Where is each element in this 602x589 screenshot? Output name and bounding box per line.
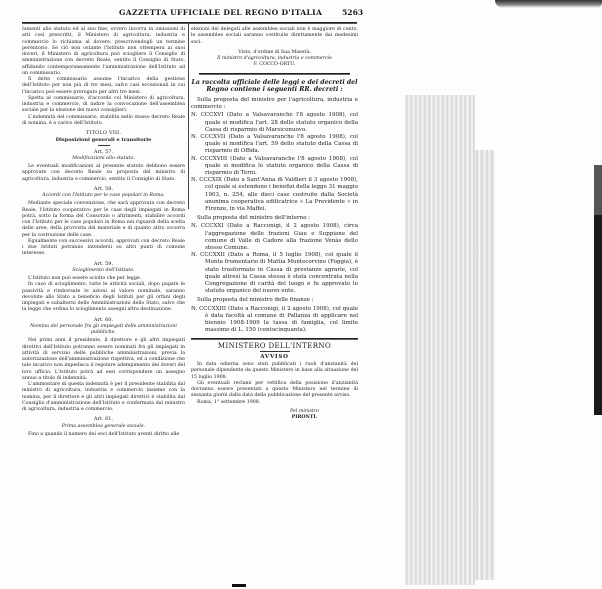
decree-item: N. CCCXVIII (Dato a Valsavaranche l'8 agosto 1908), col quale si modifica lo statuto organico della Cassa di risparmio di Terni. xyxy=(191,155,359,177)
right-column xyxy=(191,27,358,421)
paragraph: Iamenti allo statuto ed al suo fine, ovvero incorra in omissioni di atti così prescritti, il Ministero di agricoltura, industria e commercio lo richiama al dovere, prescrivendogli un termine perentorio. Se ciò non ostante l'Istituto non ottempera ai suoi doveri, il Ministero di agricoltura può sciogliere il Consiglio di amministrazione con decreto Reale, sentito il Consiglio di Stato, affidando contemporaneamente l'amministrazione dell'Istituto ad un commissario. xyxy=(22,27,185,76)
article-number: Art. 60. xyxy=(93,316,114,323)
paragraph: Spetta al commissario, d'accordo col Ministero di agricoltura, industria e commercio, di indire la convocazione dell'assemblea sociale per la elezione dei nuovi consiglieri. xyxy=(22,95,185,114)
paragraph: Nei primi anni il presidente, il direttore e gli altri impiegati direttivi dell'Istituto potranno essere nominati fra gli impiegati in attività di servizio delle pubbliche amministrazioni, previa la autorizzazione dell'amministrazione rispettiva, ed a condizione che tale incarico non impedisca il regolare adempimento dei doveri del loro ufficio. L'Istituto potrà ad essi corrispondere un assegno annuo a titolo di indennità. xyxy=(22,338,185,381)
date-line: Roma, 1° settembre 1908. xyxy=(197,399,261,405)
article-subtitle: Accordi con l'Istituto per le case popolari in Roma. xyxy=(42,193,165,198)
pel-ministro-label: Pel ministro xyxy=(290,408,319,414)
signatory-name: PIRONTI. xyxy=(291,415,318,420)
article-subtitle: Nomina del personale fra gli impiegati delle amministrazioni pubbliche. xyxy=(30,323,177,335)
section-rule xyxy=(191,338,358,340)
column-divider xyxy=(188,24,189,209)
decree-item: N. CCCXIX (Dato a Sant'Anna di Valdieri il 3 agosto 1908), col quale si estendono i benefizi della legge 31 maggio 1903, n. 254, alle dieci case costruite dalla Società anonima cooperativa edificatrice « La Previdente » in Firenze, in via Maffei. xyxy=(191,177,359,213)
paragraph: L'ammontare di questa indennità è per il presidente stabilita dal ministro di agricoltura, industria e commercio insieme con la nomina, per il direttore e gli altri impiegati direttivi è stabilita dal Consiglio d'amministrazione dell'Istituto e confermata dal ministro di agricoltura, industria e commercio. xyxy=(22,382,185,412)
paragraph: Egualmente con successivi accordi, approvati con decreto Reale i due Istituti potranno intendersi su altri punti di comune interesse. xyxy=(22,238,185,257)
minister-role: Il ministro d'agricoltura, industria e commercio xyxy=(217,56,332,61)
paragraph: In caso di scioglimento, tutte le attività sociali, dopo pagate le passività e rimborsate le azioni al valore nominale, saranno devolute allo Stato a beneficio degli Istituti per gli orfani degli impiegati e subalterni delle Amministrazioni dello Stato, salvo che la legge che ordina lo scioglimento assegni altra destinazione. xyxy=(22,282,185,313)
article-number: Art. 61. xyxy=(93,416,114,423)
page-number: 5263 xyxy=(342,8,364,17)
page-header xyxy=(22,5,364,19)
article-subtitle: Prima assemblea generale sociale. xyxy=(61,423,146,429)
paragraph: Il detto commissario assume l'incarico della gestione dell'Istituto per non più di tre mesi, salvo casi eccezionali in cui l'incarico può essere prorogato per altri tre mesi. xyxy=(22,77,185,95)
left-column xyxy=(22,27,185,438)
ministry-heading: MINISTERO DELL'INTERNO xyxy=(217,341,332,350)
decree-item: N. CCCXVI (Dato a Valsavaranche l'8 agosto 1908), col quale si modifica l'art. 28 dello statuto organico della Cassa di risparmio di Marsiconuovo. xyxy=(191,112,358,133)
header-rule xyxy=(22,22,357,24)
short-rule xyxy=(260,351,290,352)
decree-item: N. CCCXXIII (Dato a Racconigi, il 2 agosto 1908), col quale è data facoltà al comune di Pallanza di applicare nel biennio 1908-1909 la tassa di famiglia, col limite massimo di L. 150 (centocinquanta). xyxy=(191,305,358,334)
section-rule xyxy=(199,73,350,75)
proposal-intro: Sulla proposta del ministro delle finanze : xyxy=(197,296,314,303)
decree-item: N. CCCXXII (Dato a Roma, il 5 luglio 1908), col quale il Monte frumentario di Mattia Montecorvino (Foggia), è stato trasformato in Cassa di prestanze agrarie, col quale altresì la Cassa stessa è stata concentrata nella Congregazione di carità del luogo e fu approvato lo statuto organico del nuovo ente. xyxy=(191,252,359,295)
paragraph: Gli eventuali reclami per rettifica della posizione d'anzianità dovranno essere presentati a questo Ministero nel termine di sessanta giorni dalla data della pubblicazione del presente avviso. xyxy=(191,380,358,399)
minister-name: F. COCCO-ORTU. xyxy=(253,62,296,68)
article-number: Art. 59. xyxy=(93,260,114,267)
paragraph: Le eventuali modificazioni al presente statuto debbono essere approvate con decreto Reale su proposta del ministro di agricoltura, industria e commercio, sentito il Consiglio di Stato. xyxy=(22,164,185,182)
paragraph: L'indennità del commissario, stabilita nello stesso decreto Reale di nomina, è a carico dell'Istituto. xyxy=(22,114,185,126)
raccolta-heading: La raccolta ufficiale delle leggi e dei decreti del Regno contiene i seguenti RR. decreti : xyxy=(191,78,358,93)
section-heading: Disposizioni generali e transitorie xyxy=(55,137,152,144)
avviso-heading: AVVISO xyxy=(260,353,289,360)
decree-item: N. CCCXXI (Dato a Racconigi, il 2 agosto 1908), circa l'aggregazione delle frazioni Giau e Suppiane del comune di Valle di Cadore alla frazione Venàs dello stesso Comune. xyxy=(191,223,359,252)
short-rule xyxy=(98,145,110,146)
paragraph: L'Istituto non può essere sciolto che per legge. xyxy=(28,276,142,281)
titolo-heading: TITOLO VIII. xyxy=(85,130,122,136)
decree-list xyxy=(191,97,358,335)
article-number: Art. 58. xyxy=(93,185,114,192)
paragraph: Fino a quando il numero dei soci dell'Istituto aventi diritto alle xyxy=(28,431,180,437)
scan-bleed-through xyxy=(405,95,475,585)
proposal-intro: Sulla proposta del ministro dell'interno : xyxy=(197,214,311,221)
scan-shadow xyxy=(495,0,602,8)
paragraph: In data odierna sono stati pubblicati i ruoli d'anzianità del personale dipendente da questo Ministero in base alla situazione del 15 luglio 1908. xyxy=(191,362,358,380)
scan-dark-edge xyxy=(594,165,602,215)
scan-mark xyxy=(232,584,246,587)
proposal-intro: Sulla proposta del ministro per l'agricoltura, industria e commercio : xyxy=(191,96,358,110)
paragraph: Mediante speciale convenzione, che sarà approvata con decreto Reale, l'Istituto cooperativo per le case degli impiegati in Roma potrà, sotto la forma del Consorzio o altrimenti, stabilire accordi con l'Istituto per le case popolari in Roma nei riguardi della scelta delle aree, della provvista del materiale e di quanto altro occorra per la costruzione delle case. xyxy=(22,201,185,238)
visto-line: Visto, d'ordine di Sua Maestà: xyxy=(238,49,311,55)
article-number: Art. 57. xyxy=(93,148,114,155)
scan-bleed-through xyxy=(475,150,495,580)
article-subtitle: Scioglimento dell'Istituto. xyxy=(72,267,135,273)
decree-item: N. CCCXVII (Dato a Valsavaranche l'8 agosto 1908), col quale si modifica l'art. 59 dello statuto della Cassa di risparmio di Offida. xyxy=(191,134,358,155)
paragraph: elezioni dei delegati alle assemblee sociali non è maggiore di cento, le assemblee sociali saranno costituite direttamente dai medesimi soci. xyxy=(191,27,358,45)
newspaper-title: GAZZETTA UFFICIALE DEL REGNO D'ITALIA xyxy=(119,8,323,17)
article-subtitle: Modificazioni allo statuto. xyxy=(72,155,135,161)
